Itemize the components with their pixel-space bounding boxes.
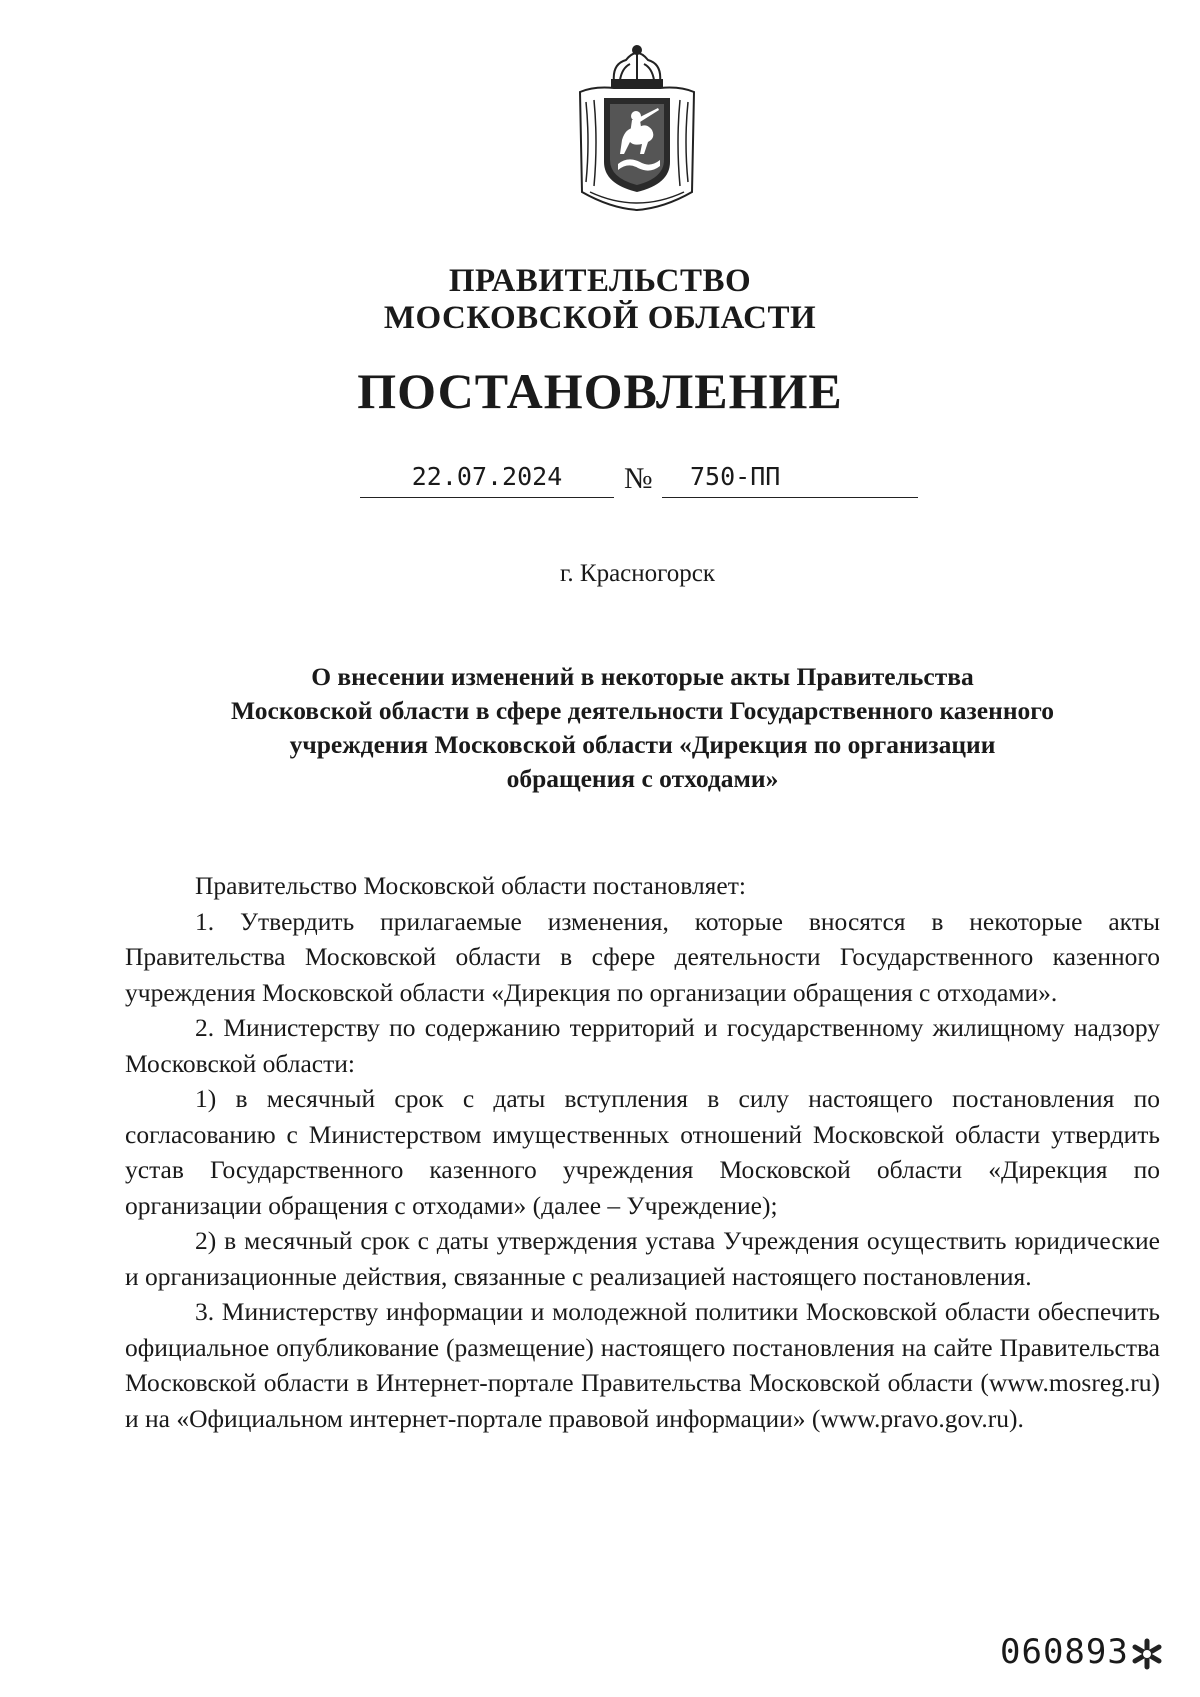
paragraph-2-2: 2) в месячный срок с даты утверждения устава Учреждения осуществить юридические и организационные действия, связанные с реализацией настоящего постановления. xyxy=(125,1226,1160,1291)
title-line: обращения с отходами» xyxy=(506,764,779,793)
paragraph-2-1: 1) в месячный срок с даты вступления в силу настоящего постановления по согласованию с Министерством имущественных отношений Московской области утвердить устав Государственного казенного учреждения Московской области «Дирекция по организации обращения с отходами» (далее – Учреждение); xyxy=(125,1084,1160,1220)
city-name: г. Красногорск xyxy=(559,560,716,587)
document-type: ПОСТАНОВЛЕНИЕ xyxy=(357,363,843,419)
document-number: 750-ПП xyxy=(690,462,781,491)
org-name-line1: ПРАВИТЕЛЬСТВО xyxy=(448,263,752,299)
title-line: О внесении изменений в некоторые акты Правительства xyxy=(311,662,974,691)
paragraph-2: 2. Министерству по содержанию территорий и государственному жилищному надзору Московской области: xyxy=(125,1013,1160,1078)
document-date: 22.07.2024 xyxy=(360,462,614,498)
intro-paragraph: Правительство Московской области постановляет: xyxy=(195,871,746,900)
document-number-field xyxy=(662,462,918,498)
document-title xyxy=(160,660,1125,796)
title-line: учреждения Московской области «Дирекция по организации xyxy=(289,730,996,759)
title-line: Московской области в сфере деятельности Государственного казенного xyxy=(231,696,1054,725)
paragraph-1: 1. Утвердить прилагаемые изменения, которые вносятся в некоторые акты Правительства Московской области в сфере деятельности Государственного казенного учреждения Московской области «Дирекция по организации обращения с отходами». xyxy=(125,906,1160,1007)
serial-number: 060893 xyxy=(1000,1632,1129,1672)
number-sign: № xyxy=(624,462,653,495)
coat-of-arms-icon xyxy=(574,42,700,212)
org-name-line2: МОСКОВСКОЙ ОБЛАСТИ xyxy=(383,300,817,336)
paragraph-3: 3. Министерству информации и молодежной политики Московской области обеспечить официальное опубликование (размещение) настоящего постановления на сайте Правительства Московской области в Интернет-портале Правительства Московской области (www.mosreg.ru) и на «Официальном интернет-портале правовой информации» (www.pravo.gov.ru). xyxy=(125,1297,1160,1433)
asterisk-mark-icon xyxy=(1131,1638,1163,1670)
document-body xyxy=(125,868,1160,1436)
